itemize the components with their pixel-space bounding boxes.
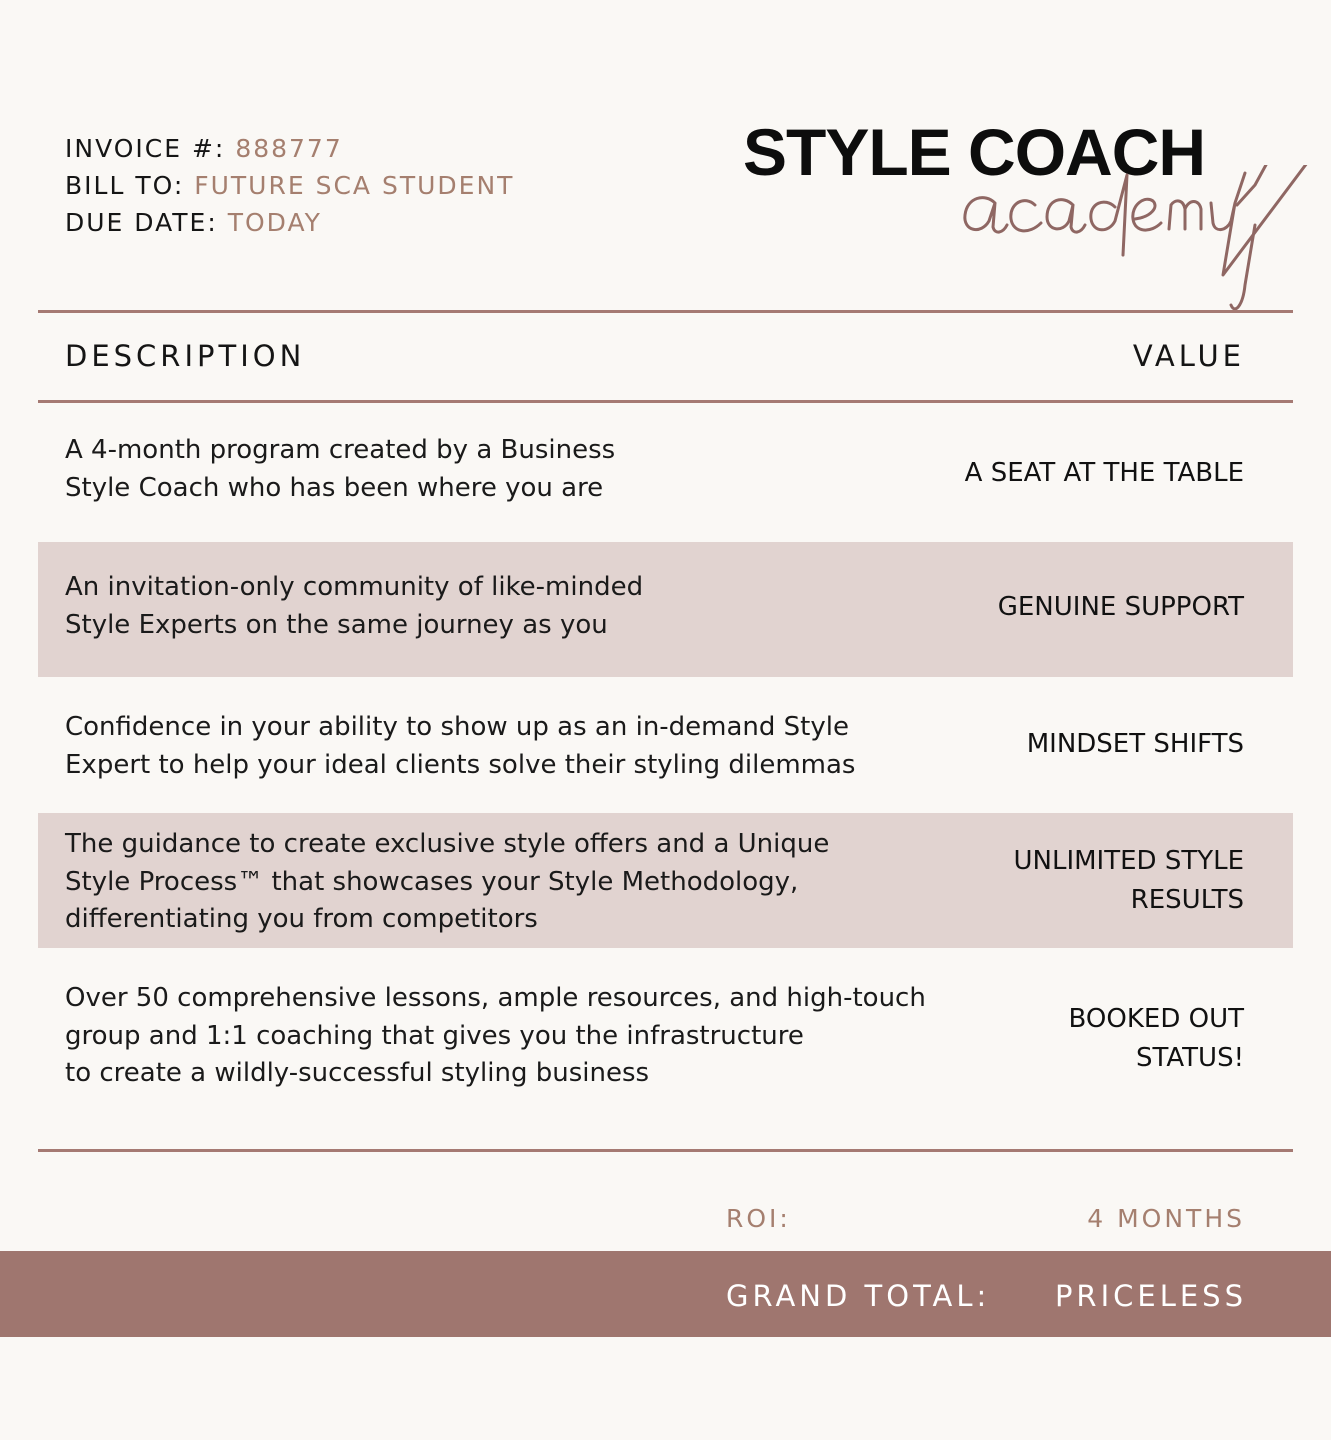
invoice-number-row [65,130,514,167]
row-3-value [1027,725,1244,764]
row-2-value [998,588,1244,627]
row-2-description-line: Style Experts on the same journey as you [65,609,608,640]
invoice-meta [65,130,514,241]
row-3-description-line: Expert to help your ideal clients solve their styling dilemmas [65,749,856,780]
row-3-description-line: Confidence in your ability to show up as an in-demand Style [65,712,849,742]
row-2-description [65,569,643,644]
row-4-description-line: Style Process™ that showcases your Style Methodology, [65,866,799,897]
row-2-value-line: GENUINE SUPPORT [997,592,1244,622]
invoice-number-label: INVOICE #: [65,134,236,163]
row-5-description-line: Over 50 comprehensive lessons, ample resources, and high-touch [65,983,926,1013]
row-4-description-line: differentiating you from competitors [65,904,538,934]
grand-total-label: GRAND TOTAL: [726,1279,991,1313]
row-1-value-line: A SEAT AT THE TABLE [964,458,1244,488]
bottom-divider [38,1149,1293,1152]
row-4-description [65,826,829,939]
row-4-description-line: The guidance to create exclusive style offers and a Unique [65,829,830,859]
row-1-description [65,432,615,507]
row-1-description-line: A 4-month program created by a Business [65,435,616,465]
logo-title: STYLE COACH [743,115,1206,189]
due-date-row [65,204,514,241]
roi-label: ROI: [726,1204,791,1233]
row-2-description-line: An invitation-only community of like-minded [65,572,644,602]
header-value: VALUE [1132,339,1245,373]
header-description: DESCRIPTION [65,339,306,373]
row-4-value [1013,842,1244,919]
row-3-description [65,709,855,784]
top-divider [38,310,1293,313]
row-1-description-line: Style Coach who has been where you are [65,472,604,503]
row-3-value-line: MINDSET SHIFTS [1026,729,1244,759]
bill-to-value: FUTURE SCA STUDENT [194,171,515,200]
row-5-description [65,980,926,1093]
row-1-value [965,454,1244,493]
row-5-value-line: BOOKED OUT [1068,1004,1244,1034]
due-date-value: TODAY [227,208,322,237]
row-5-value-line: STATUS! [1136,1042,1244,1073]
row-4-value-line: RESULTS [1130,884,1244,915]
due-date-label: DUE DATE: [65,208,228,237]
bill-to-label: BILL TO: [65,171,195,200]
row-4-value-line: UNLIMITED STYLE [1013,846,1244,876]
row-5-value [1069,1000,1244,1077]
row-5-description-line: to create a wildly-successful styling business [65,1058,650,1088]
grand-total-value: PRICELESS [1054,1279,1247,1313]
invoice-number-value: 888777 [235,134,343,163]
row-5-description-line: group and 1:1 coaching that gives you the infrastructure [65,1020,804,1051]
header-divider [38,400,1293,403]
roi-value: 4 MONTHS [1087,1204,1245,1233]
bill-to-row [65,167,514,204]
